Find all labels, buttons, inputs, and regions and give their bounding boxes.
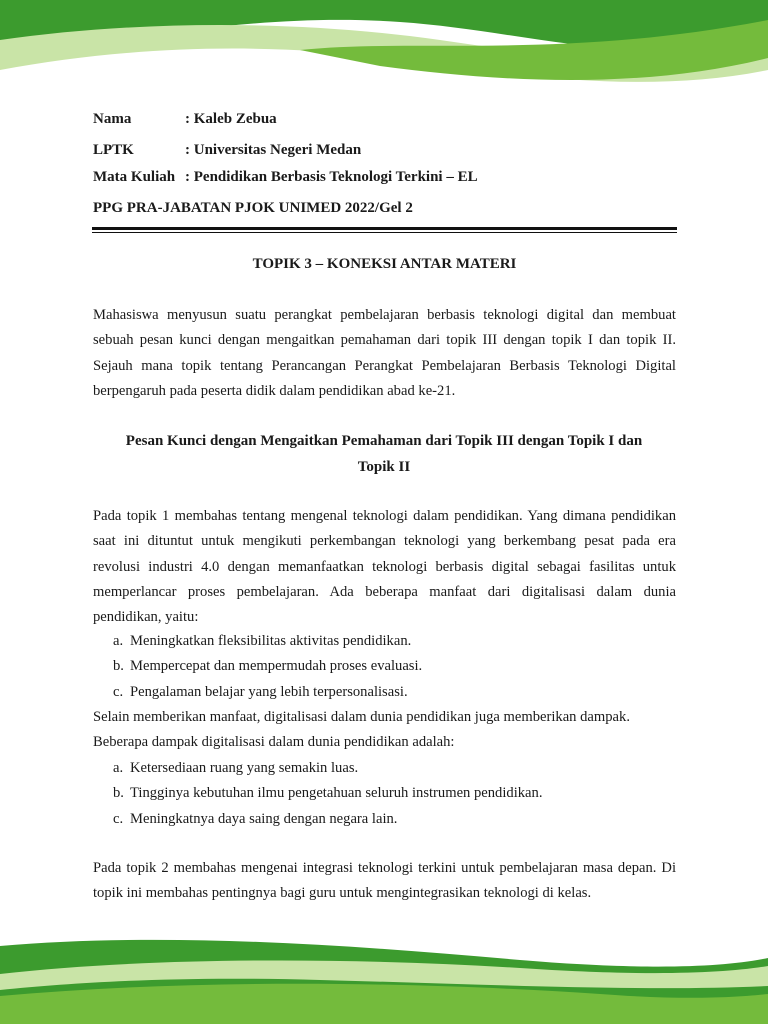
course-row — [93, 169, 478, 186]
list-item — [93, 807, 542, 832]
list-item — [93, 629, 422, 654]
impact-intro-line-1: Selain memberikan manfaat, digitalisasi dalam dunia pendidikan juga memberikan dampak. — [93, 709, 630, 725]
lptk-label: LPTK — [93, 142, 134, 158]
course-value: : Pendidikan Berbasis Teknologi Terkini – EL — [185, 169, 478, 185]
topic2-paragraph: Pada topik 2 membahas mengenai integrasi teknologi terkini untuk pembelajaran masa depan. Di topik ini membahas pentingnya bagi guru untuk mengintegrasikan teknologi di kelas. — [93, 860, 676, 902]
lptk-row — [93, 142, 361, 159]
subheading-line-1: Pesan Kunci dengan Mengaitkan Pemahaman dari Topik III dengan Topik I dan — [125, 433, 643, 449]
intro-paragraph: Mahasiswa menyusun suatu perangkat pembelajaran berbasis teknologi digital dan membuat sebuah pesan kunci dengan mengaitkan pemahaman dari topik III dengan topik I dan topik II. Sejauh mana topik tentang Perancangan Perangkat Pembelajaran Berbasis Teknologi Digital berpengaruh pada peserta didik dalam pendidikan abad ke-21. — [93, 307, 676, 399]
list-marker: c. — [113, 683, 124, 700]
topic1-paragraph: Pada topik 1 membahas tentang mengenal teknologi dalam pendidikan. Yang dimana pendidikan saat ini dituntut untuk mengikuti perkembangan teknologi yang berkembang pesat pada era revolusi industri 4.0 dengan memanfaatkan teknologi berbasis digital sebagai fasilitas untuk memperlancar proses pembelajaran. Ada beberapa manfaat dari digitalisasi dalam dunia pendidikan, yaitu: — [93, 508, 676, 626]
list-item-text: Mempercepat dan mempermudah proses evaluasi. — [130, 658, 423, 675]
list-item-text: Pengalaman belajar yang lebih terpersonalisasi. — [130, 683, 408, 700]
list-item-text: Ketersediaan ruang yang semakin luas. — [130, 760, 359, 776]
bottom-wave-decoration — [0, 934, 768, 1024]
list-marker: a. — [113, 760, 124, 776]
list-item-text: Meningkatnya daya saing dengan negara lain. — [130, 810, 398, 827]
list-marker: b. — [113, 785, 124, 802]
benefits-list — [93, 629, 422, 705]
list-item — [93, 654, 422, 679]
name-value: : Kaleb Zebua — [185, 111, 277, 127]
program-title: PPG PRA-JABATAN PJOK UNIMED 2022/Gel 2 — [93, 200, 413, 216]
top-wave-decoration — [0, 0, 768, 100]
section-subheading — [110, 428, 658, 480]
header-divider-thin — [92, 232, 677, 233]
list-item-text: Tingginya kebutuhan ilmu pengetahuan seluruh instrumen pendidikan. — [130, 785, 543, 802]
topic-title: TOPIK 3 – KONEKSI ANTAR MATERI — [252, 256, 517, 272]
name-label: Nama — [93, 111, 132, 127]
impacts-list — [93, 756, 542, 832]
list-item — [93, 680, 422, 705]
name-row — [93, 111, 277, 128]
list-item — [93, 781, 542, 806]
course-label: Mata Kuliah — [93, 169, 176, 185]
list-item-text: Meningkatkan fleksibilitas aktivitas pendidikan. — [130, 633, 412, 649]
list-marker: a. — [113, 633, 124, 649]
list-item — [93, 756, 542, 781]
lptk-value: : Universitas Negeri Medan — [185, 142, 362, 158]
subheading-line-2: Topik II — [357, 459, 411, 475]
impact-intro-line-2: Beberapa dampak digitalisasi dalam dunia pendidikan adalah: — [93, 734, 455, 750]
header-divider-thick — [92, 227, 677, 230]
list-marker: c. — [113, 810, 124, 827]
list-marker: b. — [113, 658, 124, 675]
